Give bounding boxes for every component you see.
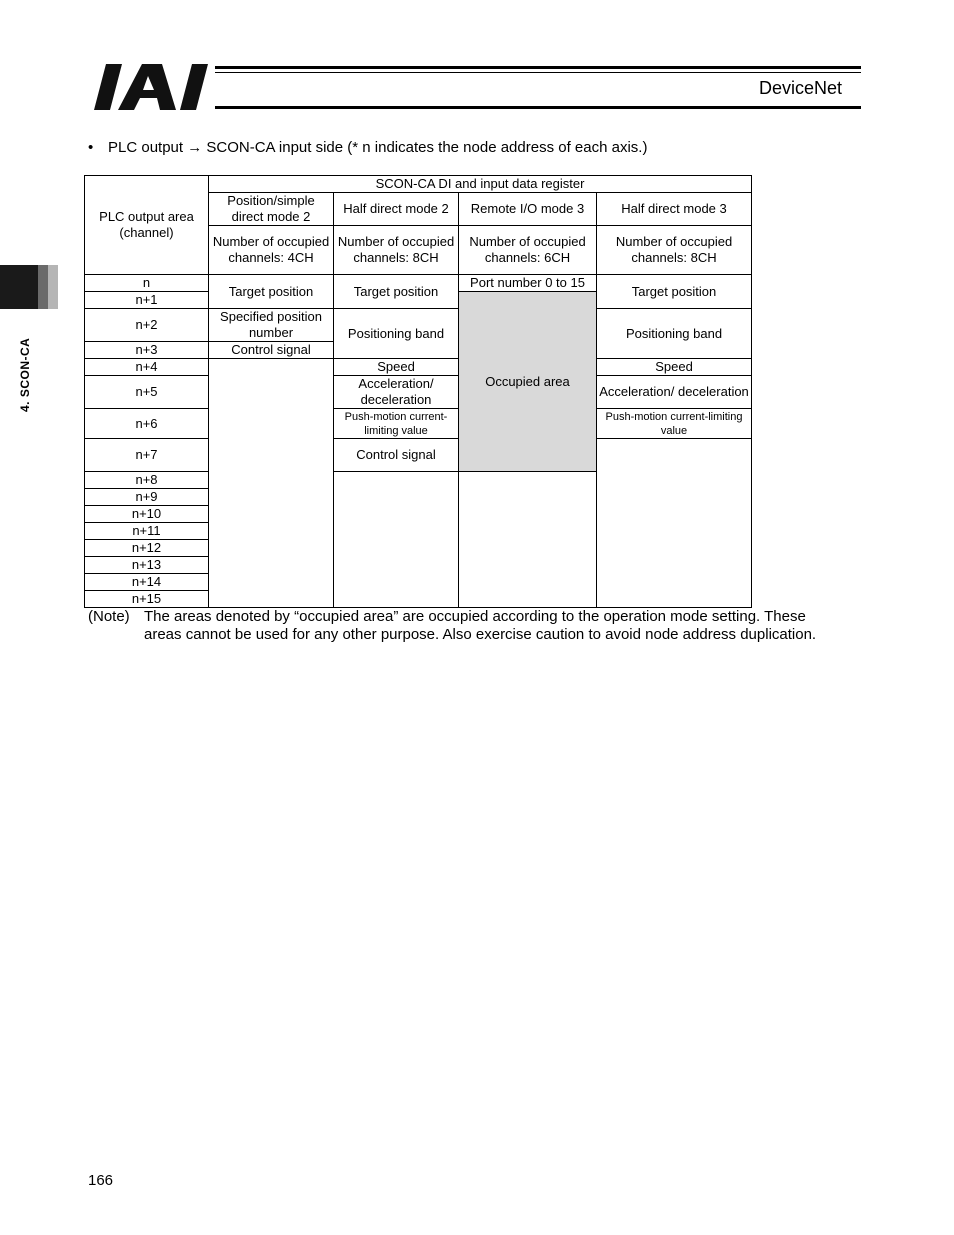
channel-n-plus-12: n+12 [85,540,209,557]
channel-n: n [85,275,209,292]
channel-n-plus-2: n+2 [85,309,209,342]
hd2-target-position: Target position [334,275,459,309]
hd2-unused-area [334,472,459,608]
mode-half-direct-2: Half direct mode 2 [334,193,459,226]
iai-logo [92,64,212,112]
channel-n-plus-3: n+3 [85,342,209,359]
hd2-control-signal: Control signal [334,439,459,472]
hd2-accel-decel: Acceleration/ deceleration [334,376,459,409]
page-number: 166 [88,1172,114,1189]
hd3-positioning-band: Positioning band [597,309,752,359]
channel-n-plus-5: n+5 [85,376,209,409]
rio3-unused-area [597,439,752,608]
rio3-port-number: Port number 0 to 15 [459,275,597,292]
channel-n-plus-4: n+4 [85,359,209,376]
chapter-side-label: 4. SCON-CA [18,337,32,412]
header-rule-bottom [215,106,861,109]
di-register-header: SCON-CA DI and input data register [209,176,752,193]
channels-remote-io-3: Number of occupied channels: 6CH [459,226,597,275]
chapter-tab-shade-mid [38,265,48,309]
ps2-control-signal: Control signal [209,342,334,359]
header-rule-thin [215,72,861,73]
channel-n-plus-15: n+15 [85,591,209,608]
channels-half-direct-2: Number of occupied channels: 8CH [334,226,459,275]
channel-n-plus-13: n+13 [85,557,209,574]
channel-n-plus-1: n+1 [85,292,209,309]
io-mapping-table [84,175,752,608]
header-title: DeviceNet [758,78,842,98]
channel-n-plus-9: n+9 [85,489,209,506]
plc-output-header: PLC output area (channel) [85,176,209,275]
ps2-unused-area [209,359,334,608]
ps2-target-position: Target position [209,275,334,309]
hd3-target-position: Target position [597,275,752,309]
note-text: The areas denoted by “occupied area” are occupied according to the operation mode setting. These areas cannot be used for any other purpose. Also exercise caution to avoid node address duplication. [144,608,817,643]
chapter-tab-shade-light [48,265,58,309]
hd2-positioning-band: Positioning band [334,309,459,359]
mode-remote-io-3: Remote I/O mode 3 [459,193,597,226]
hd3-unused-area [459,472,597,608]
hd2-push-current-limit: Push-motion current-limiting value [334,409,459,439]
ps2-specified-position-number: Specified position number [209,309,334,342]
hd3-push-current-limit: Push-motion current-limiting value [597,409,752,439]
note-label: (Note) [88,608,130,625]
channel-n-plus-11: n+11 [85,523,209,540]
hd3-speed: Speed [597,359,752,376]
hd3-accel-decel: Acceleration/ deceleration [597,376,752,409]
mode-half-direct-3: Half direct mode 3 [597,193,752,226]
channels-position-simple-2: Number of occupied channels: 4CH [209,226,334,275]
mode-position-simple-2: Position/simple direct mode 2 [209,193,334,226]
intro-text: PLC output → SCON-CA input side (* n indicates the node address of each axis.) [108,139,648,156]
channel-n-plus-7: n+7 [85,439,209,472]
chapter-tab-marker [0,265,38,309]
intro-bullet [88,139,647,156]
channel-n-plus-10: n+10 [85,506,209,523]
channel-n-plus-8: n+8 [85,472,209,489]
bullet-dot: • [88,139,94,156]
header-rule-top [215,66,861,69]
hd2-speed: Speed [334,359,459,376]
rio3-occupied-area: Occupied area [459,292,597,472]
channel-n-plus-6: n+6 [85,409,209,439]
channels-half-direct-3: Number of occupied channels: 8CH [597,226,752,275]
channel-n-plus-14: n+14 [85,574,209,591]
